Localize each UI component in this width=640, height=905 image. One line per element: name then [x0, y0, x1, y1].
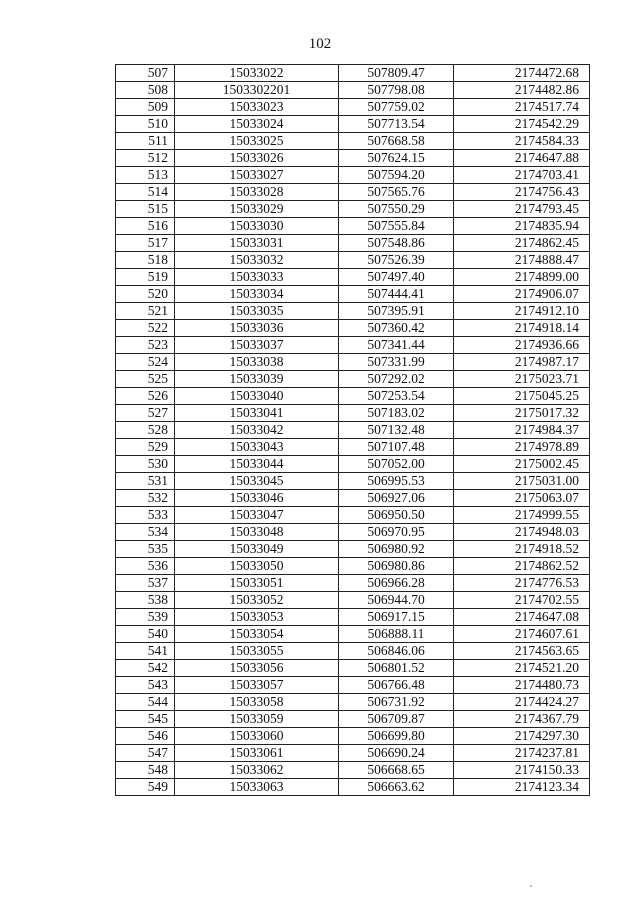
table-row — [116, 728, 590, 745]
y-coordinate-cell: 2174918.52 — [454, 541, 590, 558]
x-coordinate-cell: 506970.95 — [339, 524, 454, 541]
x-coordinate-cell: 506980.92 — [339, 541, 454, 558]
x-coordinate-cell: 506663.62 — [339, 779, 454, 796]
x-coordinate-cell: 507668.58 — [339, 133, 454, 150]
row-number-cell: 545 — [116, 711, 175, 728]
x-coordinate-cell: 507555.84 — [339, 218, 454, 235]
y-coordinate-cell: 2174906.07 — [454, 286, 590, 303]
table-row — [116, 388, 590, 405]
point-id-cell: 15033029 — [175, 201, 339, 218]
row-number-cell: 543 — [116, 677, 175, 694]
y-coordinate-cell: 2175023.71 — [454, 371, 590, 388]
point-id-cell: 15033053 — [175, 609, 339, 626]
table-row — [116, 626, 590, 643]
point-id-cell: 15033057 — [175, 677, 339, 694]
x-coordinate-cell: 507395.91 — [339, 303, 454, 320]
row-number-cell: 514 — [116, 184, 175, 201]
y-coordinate-cell: 2174899.00 — [454, 269, 590, 286]
point-id-cell: 15033050 — [175, 558, 339, 575]
x-coordinate-cell: 507594.20 — [339, 167, 454, 184]
y-coordinate-cell: 2174888.47 — [454, 252, 590, 269]
row-number-cell: 507 — [116, 65, 175, 82]
y-coordinate-cell: 2174703.41 — [454, 167, 590, 184]
row-number-cell: 516 — [116, 218, 175, 235]
point-id-cell: 15033056 — [175, 660, 339, 677]
x-coordinate-cell: 506690.24 — [339, 745, 454, 762]
row-number-cell: 536 — [116, 558, 175, 575]
row-number-cell: 509 — [116, 99, 175, 116]
y-coordinate-cell: 2174480.73 — [454, 677, 590, 694]
table-row — [116, 694, 590, 711]
table-row — [116, 779, 590, 796]
table-row — [116, 218, 590, 235]
point-id-cell: 15033027 — [175, 167, 339, 184]
point-id-cell: 15033058 — [175, 694, 339, 711]
table-row — [116, 371, 590, 388]
row-number-cell: 510 — [116, 116, 175, 133]
y-coordinate-cell: 2174756.43 — [454, 184, 590, 201]
y-coordinate-cell: 2174521.20 — [454, 660, 590, 677]
row-number-cell: 531 — [116, 473, 175, 490]
table-row — [116, 558, 590, 575]
row-number-cell: 528 — [116, 422, 175, 439]
table-row — [116, 150, 590, 167]
y-coordinate-cell: 2175045.25 — [454, 388, 590, 405]
x-coordinate-cell: 506699.80 — [339, 728, 454, 745]
row-number-cell: 511 — [116, 133, 175, 150]
point-id-cell: 15033024 — [175, 116, 339, 133]
point-id-cell: 15033044 — [175, 456, 339, 473]
x-coordinate-cell: 507497.40 — [339, 269, 454, 286]
x-coordinate-cell: 507550.29 — [339, 201, 454, 218]
table-row — [116, 456, 590, 473]
x-coordinate-cell: 507253.54 — [339, 388, 454, 405]
row-number-cell: 522 — [116, 320, 175, 337]
point-id-cell: 15033025 — [175, 133, 339, 150]
x-coordinate-cell: 506966.28 — [339, 575, 454, 592]
y-coordinate-cell: 2174984.37 — [454, 422, 590, 439]
table-row — [116, 99, 590, 116]
point-id-cell: 15033052 — [175, 592, 339, 609]
table-row — [116, 235, 590, 252]
point-id-cell: 15033033 — [175, 269, 339, 286]
point-id-cell: 15033045 — [175, 473, 339, 490]
y-coordinate-cell: 2174793.45 — [454, 201, 590, 218]
y-coordinate-cell: 2174862.45 — [454, 235, 590, 252]
row-number-cell: 527 — [116, 405, 175, 422]
y-coordinate-cell: 2174999.55 — [454, 507, 590, 524]
row-number-cell: 530 — [116, 456, 175, 473]
table-row — [116, 677, 590, 694]
x-coordinate-cell: 507341.44 — [339, 337, 454, 354]
table-row — [116, 762, 590, 779]
y-coordinate-cell: 2174563.65 — [454, 643, 590, 660]
y-coordinate-cell: 2174912.10 — [454, 303, 590, 320]
x-coordinate-cell: 507292.02 — [339, 371, 454, 388]
table-row — [116, 167, 590, 184]
row-number-cell: 512 — [116, 150, 175, 167]
x-coordinate-cell: 506766.48 — [339, 677, 454, 694]
y-coordinate-cell: 2174542.29 — [454, 116, 590, 133]
point-id-cell: 15033028 — [175, 184, 339, 201]
x-coordinate-cell: 507526.39 — [339, 252, 454, 269]
table-row — [116, 643, 590, 660]
y-coordinate-cell: 2174517.74 — [454, 99, 590, 116]
row-number-cell: 519 — [116, 269, 175, 286]
table-row — [116, 524, 590, 541]
row-number-cell: 533 — [116, 507, 175, 524]
y-coordinate-cell: 2174948.03 — [454, 524, 590, 541]
x-coordinate-cell: 506917.15 — [339, 609, 454, 626]
row-number-cell: 517 — [116, 235, 175, 252]
row-number-cell: 537 — [116, 575, 175, 592]
x-coordinate-cell: 507331.99 — [339, 354, 454, 371]
table-row — [116, 184, 590, 201]
point-id-cell: 15033040 — [175, 388, 339, 405]
x-coordinate-cell: 506980.86 — [339, 558, 454, 575]
table-row — [116, 745, 590, 762]
table-row — [116, 592, 590, 609]
row-number-cell: 544 — [116, 694, 175, 711]
x-coordinate-cell: 507798.08 — [339, 82, 454, 99]
y-coordinate-cell: 2174987.17 — [454, 354, 590, 371]
point-id-cell: 15033023 — [175, 99, 339, 116]
point-id-cell: 15033039 — [175, 371, 339, 388]
table-row — [116, 541, 590, 558]
x-coordinate-cell: 506944.70 — [339, 592, 454, 609]
point-id-cell: 15033063 — [175, 779, 339, 796]
row-number-cell: 513 — [116, 167, 175, 184]
table-row — [116, 575, 590, 592]
scan-speck — [530, 885, 532, 887]
row-number-cell: 525 — [116, 371, 175, 388]
y-coordinate-cell: 2174297.30 — [454, 728, 590, 745]
x-coordinate-cell: 506801.52 — [339, 660, 454, 677]
x-coordinate-cell: 507565.76 — [339, 184, 454, 201]
y-coordinate-cell: 2174123.34 — [454, 779, 590, 796]
table-row — [116, 116, 590, 133]
point-id-cell: 15033038 — [175, 354, 339, 371]
row-number-cell: 539 — [116, 609, 175, 626]
row-number-cell: 538 — [116, 592, 175, 609]
x-coordinate-cell: 506846.06 — [339, 643, 454, 660]
y-coordinate-cell: 2174647.08 — [454, 609, 590, 626]
table-row — [116, 422, 590, 439]
row-number-cell: 542 — [116, 660, 175, 677]
table-row — [116, 507, 590, 524]
row-number-cell: 520 — [116, 286, 175, 303]
table-row — [116, 303, 590, 320]
table-row — [116, 660, 590, 677]
x-coordinate-cell: 507360.42 — [339, 320, 454, 337]
point-id-cell: 15033043 — [175, 439, 339, 456]
row-number-cell: 534 — [116, 524, 175, 541]
y-coordinate-cell: 2174647.88 — [454, 150, 590, 167]
y-coordinate-cell: 2174367.79 — [454, 711, 590, 728]
point-id-cell: 15033026 — [175, 150, 339, 167]
y-coordinate-cell: 2175002.45 — [454, 456, 590, 473]
table-row — [116, 320, 590, 337]
y-coordinate-cell: 2175031.00 — [454, 473, 590, 490]
row-number-cell: 529 — [116, 439, 175, 456]
table-row — [116, 439, 590, 456]
table-row — [116, 252, 590, 269]
y-coordinate-cell: 2174835.94 — [454, 218, 590, 235]
x-coordinate-cell: 506888.11 — [339, 626, 454, 643]
point-id-cell: 15033034 — [175, 286, 339, 303]
y-coordinate-cell: 2174978.89 — [454, 439, 590, 456]
x-coordinate-cell: 506731.92 — [339, 694, 454, 711]
point-id-cell: 15033062 — [175, 762, 339, 779]
row-number-cell: 515 — [116, 201, 175, 218]
x-coordinate-cell: 507183.02 — [339, 405, 454, 422]
y-coordinate-cell: 2174776.53 — [454, 575, 590, 592]
y-coordinate-cell: 2174918.14 — [454, 320, 590, 337]
y-coordinate-cell: 2174150.33 — [454, 762, 590, 779]
point-id-cell: 15033036 — [175, 320, 339, 337]
row-number-cell: 526 — [116, 388, 175, 405]
row-number-cell: 548 — [116, 762, 175, 779]
table-row — [116, 286, 590, 303]
y-coordinate-cell: 2175017.32 — [454, 405, 590, 422]
point-id-cell: 15033055 — [175, 643, 339, 660]
table-row — [116, 65, 590, 82]
y-coordinate-cell: 2174237.81 — [454, 745, 590, 762]
row-number-cell: 540 — [116, 626, 175, 643]
x-coordinate-cell: 507713.54 — [339, 116, 454, 133]
table-row — [116, 490, 590, 507]
y-coordinate-cell: 2174424.27 — [454, 694, 590, 711]
table-row — [116, 337, 590, 354]
row-number-cell: 535 — [116, 541, 175, 558]
point-id-cell: 15033041 — [175, 405, 339, 422]
table-row — [116, 354, 590, 371]
row-number-cell: 547 — [116, 745, 175, 762]
point-id-cell: 15033048 — [175, 524, 339, 541]
y-coordinate-cell: 2175063.07 — [454, 490, 590, 507]
table-row — [116, 201, 590, 218]
point-id-cell: 15033059 — [175, 711, 339, 728]
row-number-cell: 541 — [116, 643, 175, 660]
x-coordinate-cell: 507444.41 — [339, 286, 454, 303]
table-row — [116, 609, 590, 626]
x-coordinate-cell: 506668.65 — [339, 762, 454, 779]
x-coordinate-cell: 507809.47 — [339, 65, 454, 82]
point-id-cell: 15033030 — [175, 218, 339, 235]
table-row — [116, 133, 590, 150]
row-number-cell: 546 — [116, 728, 175, 745]
x-coordinate-cell: 506927.06 — [339, 490, 454, 507]
x-coordinate-cell: 507132.48 — [339, 422, 454, 439]
y-coordinate-cell: 2174584.33 — [454, 133, 590, 150]
table-row — [116, 269, 590, 286]
row-number-cell: 523 — [116, 337, 175, 354]
table-row — [116, 711, 590, 728]
x-coordinate-cell: 507548.86 — [339, 235, 454, 252]
x-coordinate-cell: 507624.15 — [339, 150, 454, 167]
point-id-cell: 15033051 — [175, 575, 339, 592]
x-coordinate-cell: 507052.00 — [339, 456, 454, 473]
x-coordinate-cell: 506709.87 — [339, 711, 454, 728]
y-coordinate-cell: 2174862.52 — [454, 558, 590, 575]
y-coordinate-cell: 2174936.66 — [454, 337, 590, 354]
point-id-cell: 1503302201 — [175, 82, 339, 99]
x-coordinate-cell: 507107.48 — [339, 439, 454, 456]
point-id-cell: 15033042 — [175, 422, 339, 439]
point-id-cell: 15033047 — [175, 507, 339, 524]
row-number-cell: 518 — [116, 252, 175, 269]
row-number-cell: 549 — [116, 779, 175, 796]
point-id-cell: 15033049 — [175, 541, 339, 558]
x-coordinate-cell: 506950.50 — [339, 507, 454, 524]
row-number-cell: 521 — [116, 303, 175, 320]
point-id-cell: 15033060 — [175, 728, 339, 745]
point-id-cell: 15033061 — [175, 745, 339, 762]
table-row — [116, 473, 590, 490]
coordinates-table-body — [116, 65, 590, 796]
point-id-cell: 15033037 — [175, 337, 339, 354]
row-number-cell: 508 — [116, 82, 175, 99]
page-number: 102 — [308, 36, 332, 52]
point-id-cell: 15033031 — [175, 235, 339, 252]
y-coordinate-cell: 2174482.86 — [454, 82, 590, 99]
row-number-cell: 524 — [116, 354, 175, 371]
x-coordinate-cell: 506995.53 — [339, 473, 454, 490]
y-coordinate-cell: 2174702.55 — [454, 592, 590, 609]
coordinates-table — [115, 64, 590, 796]
table-row — [116, 405, 590, 422]
y-coordinate-cell: 2174607.61 — [454, 626, 590, 643]
point-id-cell: 15033035 — [175, 303, 339, 320]
point-id-cell: 15033046 — [175, 490, 339, 507]
point-id-cell: 15033032 — [175, 252, 339, 269]
point-id-cell: 15033054 — [175, 626, 339, 643]
x-coordinate-cell: 507759.02 — [339, 99, 454, 116]
row-number-cell: 532 — [116, 490, 175, 507]
point-id-cell: 15033022 — [175, 65, 339, 82]
table-row — [116, 82, 590, 99]
y-coordinate-cell: 2174472.68 — [454, 65, 590, 82]
